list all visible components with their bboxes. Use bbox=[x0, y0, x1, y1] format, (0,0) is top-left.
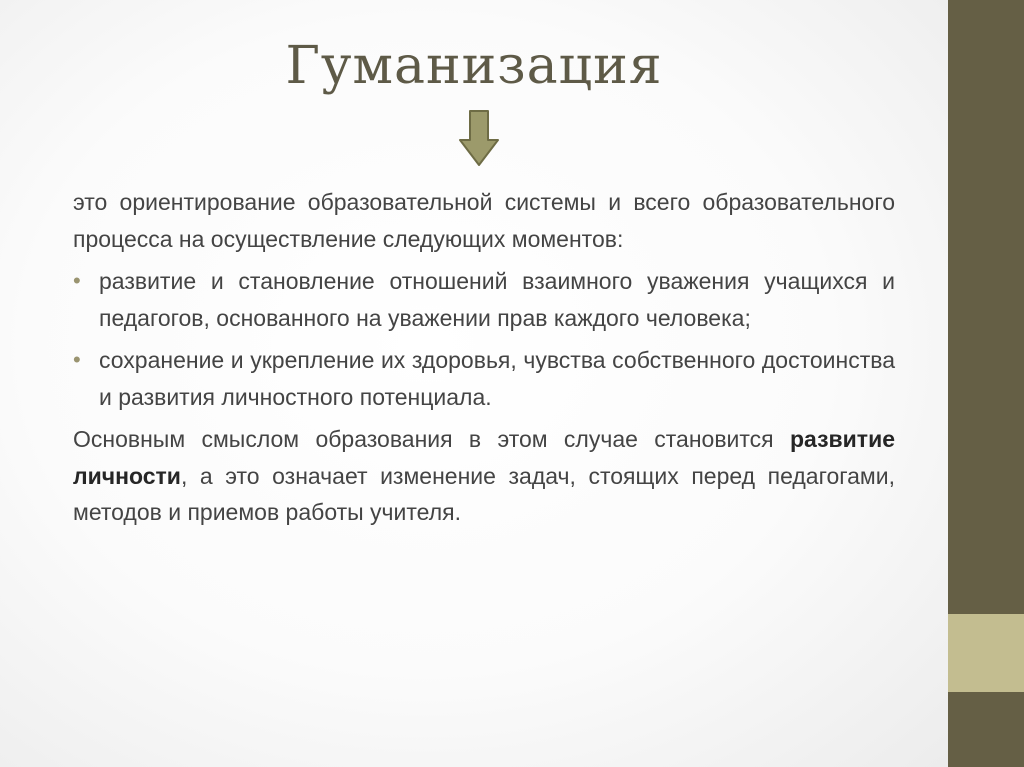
list-item bbox=[73, 342, 895, 415]
decorative-band-accent bbox=[948, 614, 1024, 692]
slide-body bbox=[73, 184, 895, 531]
bullet-icon: • bbox=[73, 347, 81, 372]
conclusion-text-start: Основным смыслом образования в этом случае становится bbox=[73, 426, 790, 452]
arrow-down-icon bbox=[459, 110, 499, 166]
conclusion-emphasis: развитие личности bbox=[73, 426, 895, 489]
conclusion-paragraph bbox=[73, 421, 895, 531]
bullet-icon: • bbox=[73, 268, 81, 293]
conclusion-text-end: , а это означает изменение задач, стоящих перед педагогами, методов и приемов работы учителя. bbox=[73, 462, 895, 525]
intro-paragraph: это ориентирование образовательной системы и всего образовательного процесса на осуществление следующих моментов: bbox=[73, 189, 895, 252]
slide-title: Гуманизация bbox=[285, 36, 663, 96]
bullet-text: сохранение и укрепление их здоровья, чувства собственного достоинства и развития личностного потенциала. bbox=[99, 347, 895, 410]
bullet-list bbox=[73, 263, 895, 415]
bullet-text: развитие и становление отношений взаимного уважения учащихся и педагогов, основанного на уважении прав каждого человека; bbox=[99, 268, 895, 331]
list-item bbox=[73, 263, 895, 336]
decorative-side-band bbox=[948, 0, 1024, 767]
